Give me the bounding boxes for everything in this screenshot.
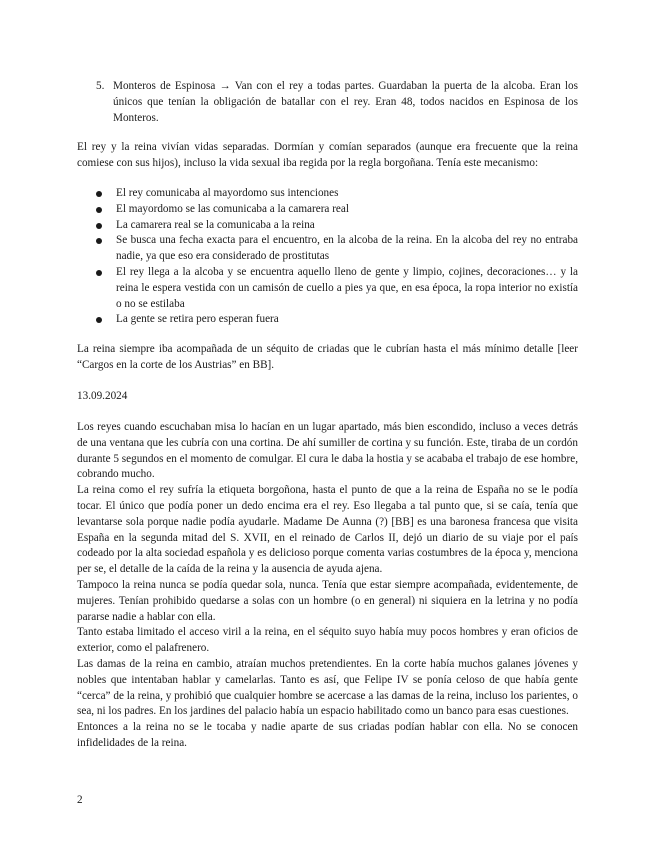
- paragraph: Tanto estaba limitado el acceso viril a la reina, en el séquito suyo había muy pocos hombres y eran oficios de exterior, como el palafrenero.: [77, 626, 578, 655]
- paragraph: Entonces a la reina no se le tocaba y nadie aparte de sus criadas podían hablar con ella. No se conocen infidelidades de la reina.: [77, 721, 578, 749]
- paragraph: Los reyes cuando escuchaban misa lo hacían en un lugar apartado, más bien escondido, incluso a veces detrás de una ventana que les cubría con una cortina. De ahí sumiller de cortina y su función. Este, tiraba de un cordón durante 5 segundos en el momento de comulgar. El cura le daba la hostia y se acababa el trabajo de ese hombre, cobrando mucho.: [77, 421, 578, 481]
- bullet-icon: [96, 238, 102, 244]
- bullet-icon: [96, 207, 102, 213]
- bullet-item: La camarera real se la comunicaba a la reina: [77, 218, 578, 234]
- paragraph: Las damas de la reina en cambio, atraían muchos pretendientes. En la corte había muchos galanes jóvenes y nobles que intentaban hablar y camelarlas. Tanto es así, que Felipe IV se ponía celoso de que había gente “cerca” de la reina, y prohibió que cualquier hombre se acercase a las damas de la reina, incluso los parientes, o sea, ni los padres. En los jardines del palacio había un espacio habilitado como un banco para esas cuestiones.: [77, 657, 578, 718]
- bullet-icon: [96, 223, 102, 229]
- page-number: 2: [77, 794, 83, 806]
- sequito-paragraph: La reina siempre iba acompañada de un séquito de criadas que le cubrían hasta el más mínimo detalle [leer “Cargos en la corte de los Austrias” en BB].: [77, 343, 578, 371]
- bullet-item: La gente se retira pero esperan fuera: [77, 312, 578, 328]
- intro-paragraph: El rey y la reina vivían vidas separadas. Dormían y comían separados (aunque era frecuente que la reina comiese con sus hijos), incluso la vida sexual iba regida por la regla borgoñana. Tenía este mecanismo:: [77, 141, 578, 169]
- list-number: 5.: [96, 80, 105, 92]
- list-item-text: Monteros de Espinosa → Van con el rey a todas partes. Guardaban la puerta de la alcoba. Eran los únicos que tenían la obligación de batallar con el rey. Eran 48, todos nacidos en Espinosa de los Monteros.: [113, 80, 578, 124]
- bullet-icon: [96, 317, 102, 323]
- notes-body: [77, 420, 578, 752]
- paragraph: La reina como el rey sufría la etiqueta borgoñona, hasta el punto de que a la reina de España no se le podía tocar. El único que podía poner un dedo encima era el rey. Eso llegaba a tal punto que, si se caía, tenía que levantarse sola porque nadie podía ayudarle. Madame De Aunna (?) [BB] es una baronesa francesa que visita España en la segunda mitad del S. XVII, en el reinado de Carlos II, dejó un diario de su viaje por el país codeado por la alta sociedad española y es delicioso porque comenta varias costumbres de la época y, menciona per se, el detalle de la caída de la reina y la ausencia de ayuda ajena.: [77, 484, 578, 576]
- paragraph: Tampoco la reina nunca se podía quedar sola, nunca. Tenía que estar siempre acompañada, evidentemente, de mujeres. Tenían prohibido quedarse a solas con un hombre (o en general) ni siquiera en la letrina y no podía pararse nadie a hablar con ella.: [77, 578, 578, 623]
- bullet-item: El rey comunicaba al mayordomo sus intenciones: [77, 186, 578, 202]
- bullet-list: [77, 186, 578, 328]
- bullet-icon: [96, 270, 102, 276]
- numbered-list-item: [96, 79, 578, 126]
- date-heading: 13.09.2024: [77, 390, 128, 402]
- bullet-item: El mayordomo se las comunicaba a la camarera real: [77, 202, 578, 218]
- bullet-item: El rey llega a la alcoba y se encuentra aquello lleno de gente y limpio, cojines, decoraciones… y la reina le espera vestida con un camisón de cuello a pies ya que, en esa época, la ropa interior no existía o no se estilaba: [77, 265, 578, 312]
- bullet-item: Se busca una fecha exacta para el encuentro, en la alcoba de la reina. En la alcoba del rey no entraba nadie, ya que eso era considerado de prostitutas: [77, 233, 578, 265]
- bullet-icon: [96, 191, 102, 197]
